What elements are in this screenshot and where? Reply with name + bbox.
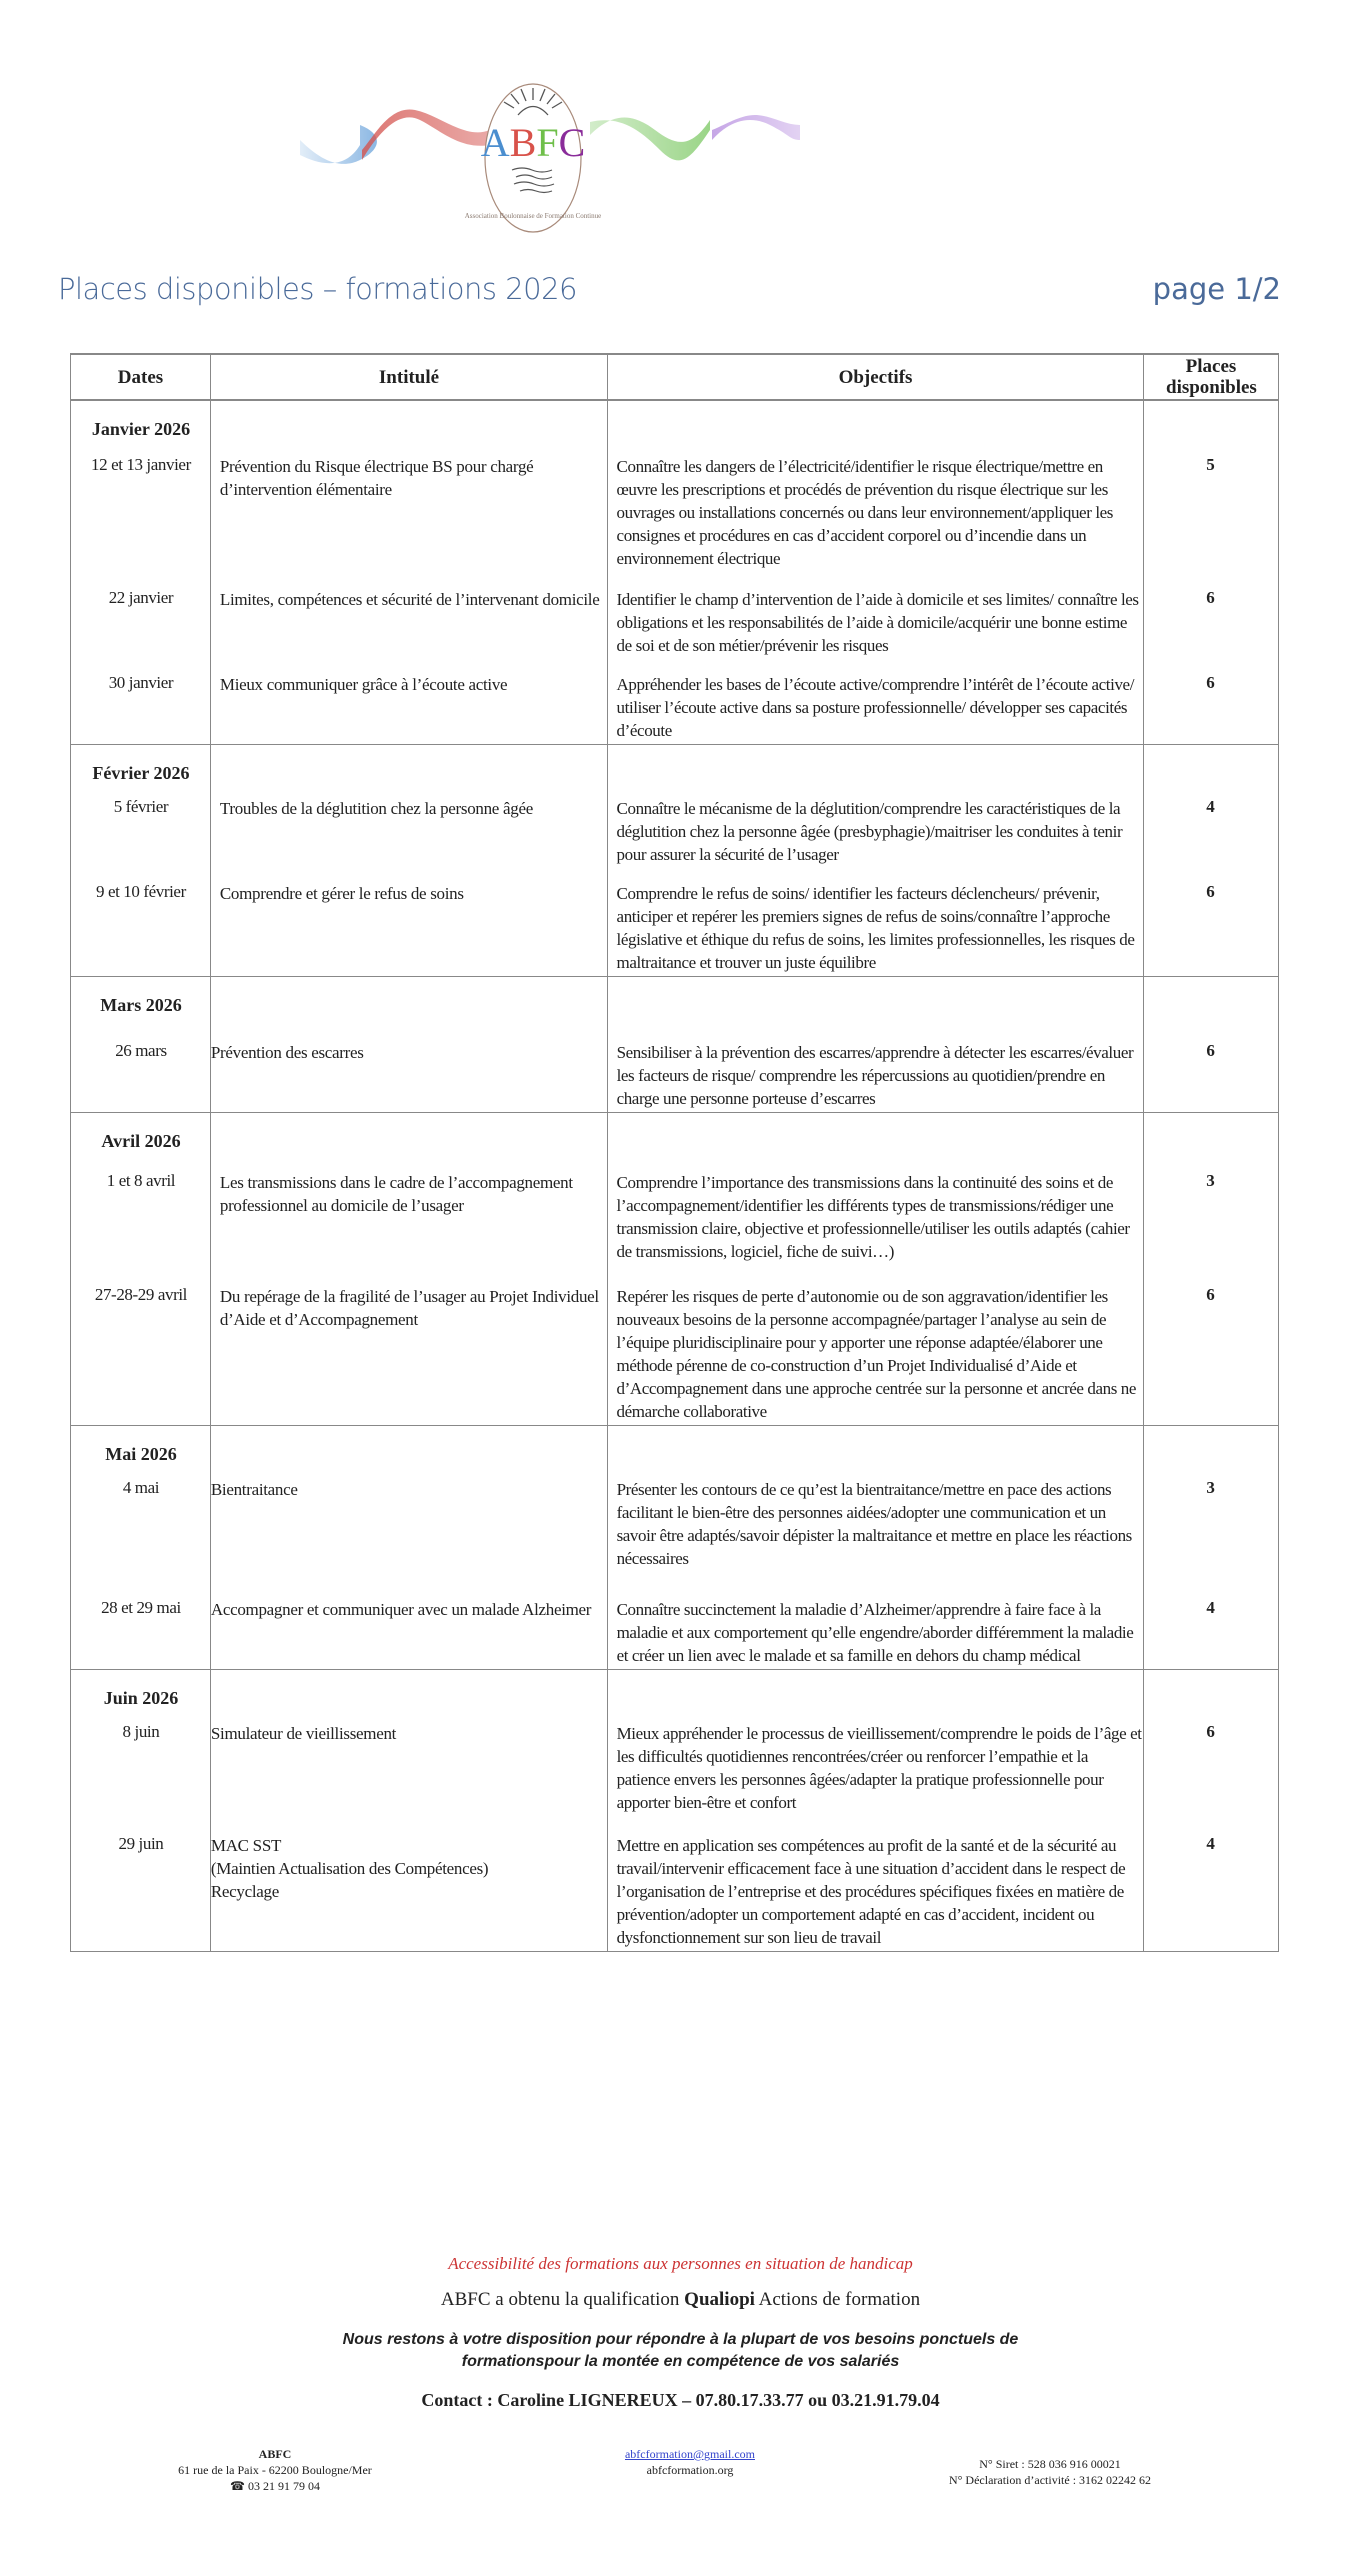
date-cell: 28 et 29 mai bbox=[101, 1598, 181, 1617]
header-banner bbox=[290, 60, 1080, 260]
column-divider bbox=[607, 977, 608, 1112]
title-cell: Les transmissions dans le cadre de l’accompagnement professionnel au domicile de l’usager bbox=[219, 1173, 573, 1215]
column-divider bbox=[1143, 745, 1144, 976]
footer-address bbox=[140, 2446, 410, 2494]
table-row bbox=[71, 673, 1278, 742]
month-group bbox=[71, 1113, 1279, 1426]
table-row bbox=[71, 882, 1278, 974]
column-divider bbox=[210, 1426, 211, 1669]
column-divider bbox=[210, 1670, 211, 1951]
objectives-cell: Appréhender les bases de l’écoute active/comprendre l’intérêt de l’écoute active/ utiliser l’écoute active dans sa posture professionnelle/ développer ses capacités d’écoute bbox=[616, 675, 1135, 740]
col-header-title: Intitulé bbox=[211, 354, 608, 400]
column-divider bbox=[1143, 977, 1144, 1112]
footer-phone: 03 21 91 79 04 bbox=[247, 2479, 320, 2493]
table-row bbox=[71, 1598, 1278, 1667]
table-header-row bbox=[71, 354, 1279, 400]
places-cell: 5 bbox=[1206, 455, 1215, 474]
table-row bbox=[71, 1722, 1278, 1814]
month-group bbox=[71, 1670, 1279, 1952]
title-cell: Prévention du Risque électrique BS pour chargé d’intervention élémentaire bbox=[219, 457, 534, 499]
footer-website: abfcformation.org bbox=[646, 2463, 734, 2477]
column-divider bbox=[210, 1113, 211, 1425]
objectives-cell: Connaître succinctement la maladie d’Alzheimer/apprendre à faire face à la maladie et aux comportement qu’elle engendre/aborder différemment la maladie et créer un lien avec le malade et sa famille en dehors du champ médical bbox=[616, 1600, 1134, 1665]
month-group bbox=[71, 745, 1279, 977]
title-cell: Troubles de la déglutition chez la personne âgée bbox=[219, 799, 533, 818]
title-cell: MAC SST (Maintien Actualisation des Compétences) Recyclage bbox=[210, 1836, 489, 1901]
places-cell: 6 bbox=[1206, 1285, 1215, 1304]
month-heading: Mars 2026 bbox=[100, 995, 182, 1015]
title-cell: Simulateur de vieillissement bbox=[210, 1724, 397, 1743]
date-cell: 29 juin bbox=[118, 1834, 164, 1853]
objectives-cell: Mieux appréhender le processus de vieillissement/comprendre le poids de l’âge et les difficultés quotidiennes rencontrées/créer ou renforcer l’empathie et la patience envers les personnes âgées/adapter la pratique professionnelle pour apporter bien-être et confort bbox=[616, 1724, 1142, 1812]
column-divider bbox=[1143, 1670, 1144, 1951]
month-heading: Février 2026 bbox=[92, 763, 190, 783]
footer-org: ABFC bbox=[258, 2447, 292, 2461]
logo-letter-f: F bbox=[536, 120, 559, 165]
date-cell: 26 mars bbox=[115, 1041, 167, 1060]
title-cell: Mieux communiquer grâce à l’écoute active bbox=[219, 675, 508, 694]
column-divider bbox=[607, 401, 608, 744]
logo-letter-c: C bbox=[558, 120, 586, 165]
column-divider bbox=[1143, 1113, 1144, 1425]
places-cell: 4 bbox=[1206, 1834, 1215, 1853]
column-divider bbox=[607, 1113, 608, 1425]
contact-line: Contact : Caroline LIGNEREUX – 07.80.17.33.77 ou 03.21.91.79.04 bbox=[421, 2390, 940, 2410]
formations-table bbox=[70, 353, 1279, 1952]
date-cell: 27-28-29 avril bbox=[94, 1285, 187, 1304]
objectives-cell: Mettre en application ses compétences au profit de la santé et de la sécurité au travail/intervenir efficacement face à une situation d’accident dans le respect de l’organisation de l’entreprise et des procédures spécifiques fixées en matière de prévention/adopter un comportement adapté en cas d’accident, incident ou dysfonctionnement sur son lieu de travail bbox=[616, 1836, 1126, 1947]
month-heading: Avril 2026 bbox=[101, 1131, 181, 1151]
date-cell: 4 mai bbox=[122, 1478, 160, 1497]
page-title: Places disponibles – formations 2026 bbox=[58, 272, 578, 306]
accessibility-note: Accessibilité des formations aux personnes en situation de handicap bbox=[448, 2254, 913, 2273]
page-number: page 1/2 bbox=[1152, 272, 1281, 306]
column-divider bbox=[607, 1670, 608, 1951]
table-row bbox=[71, 588, 1278, 657]
month-heading: Janvier 2026 bbox=[91, 419, 191, 439]
objectives-cell: Repérer les risques de perte d’autonomie ou de son aggravation/identifier les nouveaux besoins de la personne accompagnée/partager l’analyse au sein de l’équipe pluridisciplinaire pour y apporter une réponse adaptée/élaborer une méthode pérenne de co-construction d’un Projet Individualisé d’Aide et d’Accompagnement dans une approche centrée sur la personne et ancrée dans ne démarche collaborative bbox=[616, 1287, 1137, 1421]
title-cell: Comprendre et gérer le refus de soins bbox=[219, 884, 464, 903]
title-cell: Prévention des escarres bbox=[210, 1043, 364, 1062]
footer-street: 61 rue de la Paix - 62200 Boulogne/Mer bbox=[178, 2463, 372, 2477]
objectives-cell: Connaître le mécanisme de la déglutition/comprendre les caractéristiques de la déglutition chez la personne âgée (presbyphagie)/maitriser les conduites à tenir pour assurer la sécurité de l’usager bbox=[616, 799, 1123, 864]
ribbon-red bbox=[362, 109, 490, 160]
table-row bbox=[71, 455, 1278, 570]
places-cell: 6 bbox=[1206, 1041, 1215, 1060]
objectives-cell: Comprendre le refus de soins/ identifier les facteurs déclencheurs/ prévenir, anticiper et repérer les premiers signes de refus de soins/connaître l’approche législative et éthique du refus de soins, les limites professionnelles, les risques de maltraitance et trouver un juste équilibre bbox=[616, 884, 1135, 972]
places-cell: 3 bbox=[1206, 1171, 1215, 1190]
month-group bbox=[71, 1426, 1279, 1670]
places-cell: 6 bbox=[1206, 588, 1215, 607]
table-row bbox=[71, 1171, 1278, 1263]
column-divider bbox=[210, 977, 211, 1112]
column-divider bbox=[1143, 401, 1144, 744]
column-divider bbox=[1143, 1426, 1144, 1669]
column-divider bbox=[210, 745, 211, 976]
column-divider bbox=[607, 745, 608, 976]
ribbon-green bbox=[590, 118, 710, 161]
title-cell: Du repérage de la fragilité de l’usager au Projet Individuel d’Aide et d’Accompagnement bbox=[219, 1287, 599, 1329]
column-divider bbox=[607, 1426, 608, 1669]
date-cell: 9 et 10 février bbox=[96, 882, 186, 901]
title-cell: Bientraitance bbox=[210, 1480, 298, 1499]
col-header-dates: Dates bbox=[71, 354, 211, 400]
month-heading: Juin 2026 bbox=[103, 1688, 179, 1708]
footer-web bbox=[560, 2446, 820, 2478]
ribbon-purple bbox=[712, 115, 800, 140]
footer-legal bbox=[880, 2456, 1220, 2488]
table-row bbox=[71, 1285, 1278, 1423]
footer-declaration: N° Déclaration d’activité : 3162 02242 62 bbox=[948, 2473, 1152, 2487]
footer-email-link[interactable]: abfcformation@gmail.com bbox=[624, 2447, 755, 2461]
places-cell: 6 bbox=[1206, 673, 1215, 692]
places-cell: 6 bbox=[1206, 1722, 1215, 1741]
table-row bbox=[71, 797, 1278, 866]
date-cell: 8 juin bbox=[122, 1722, 160, 1741]
month-group bbox=[71, 400, 1279, 745]
ribbon-blue bbox=[300, 125, 377, 164]
date-cell: 22 janvier bbox=[108, 588, 174, 607]
month-group bbox=[71, 977, 1279, 1113]
month-heading: Mai 2026 bbox=[105, 1444, 177, 1464]
places-cell: 6 bbox=[1206, 882, 1215, 901]
qualiopi-label: Qualiopi bbox=[684, 2289, 755, 2310]
objectives-cell: Comprendre l’importance des transmissions dans la continuité des soins et de l’accompagnement/identifier les différents types de transmissions/rédiger une transmission claire, objective et professionnelle/utiliser les outils adaptés (cahier de transmissions, logiciel, fiche de suivi…) bbox=[616, 1173, 1130, 1261]
col-header-places: Places disponibles bbox=[1144, 354, 1279, 400]
places-cell: 3 bbox=[1206, 1478, 1215, 1497]
disposition-note: Nous restons à votre disposition pour répondre à la plupart de vos besoins ponctuels de formationspour la montée en compétence de vos salariés bbox=[342, 2331, 1019, 2370]
logo-tagline: Association Boulonnaise de Formation Continue bbox=[464, 212, 602, 220]
qualiopi-note: ABFC a obtenu la qualification Qualiopi Actions de formation bbox=[440, 2289, 921, 2310]
table-row bbox=[71, 1834, 1278, 1949]
places-cell: 4 bbox=[1206, 797, 1215, 816]
table-row bbox=[71, 1478, 1278, 1570]
column-divider bbox=[210, 401, 211, 744]
date-cell: 30 janvier bbox=[108, 673, 174, 692]
date-cell: 5 février bbox=[113, 797, 169, 816]
footer-siret: N° Siret : 528 036 916 00021 bbox=[979, 2457, 1121, 2471]
logo-letter-a: A bbox=[480, 120, 510, 165]
telephone-icon: ☎ bbox=[230, 2479, 245, 2493]
svg-text:ABFC bbox=[481, 120, 586, 165]
date-cell: 1 et 8 avril bbox=[106, 1171, 176, 1190]
title-cell: Accompagner et communiquer avec un malade Alzheimer bbox=[210, 1600, 592, 1619]
logo-letter-b: B bbox=[509, 120, 537, 165]
places-cell: 4 bbox=[1206, 1598, 1215, 1617]
objectives-cell: Identifier le champ d’intervention de l’aide à domicile et ses limites/ connaître les obligations et les responsabilités de l’aide à domicile/acquérir une bonne estime de soi et de son métier/prévenir les risques bbox=[616, 590, 1139, 655]
title-cell: Limites, compétences et sécurité de l’intervenant domicile bbox=[219, 590, 600, 609]
table-row bbox=[71, 1041, 1278, 1110]
abfc-logo bbox=[465, 84, 602, 232]
date-cell: 12 et 13 janvier bbox=[91, 455, 191, 474]
objectives-cell: Présenter les contours de ce qu’est la bientraitance/mettre en pace des actions facilitant le bien-être des personnes aidées/adopter une communication et un savoir être adaptés/savoir dépister la maltraitance et mettre en place les réactions nécessaires bbox=[616, 1480, 1132, 1568]
col-header-objectives: Objectifs bbox=[608, 354, 1144, 400]
objectives-cell: Sensibiliser à la prévention des escarres/apprendre à détecter les escarres/évaluer les facteurs de risque/ comprendre les répercussions au quotidien/prendre en charge une personne porteuse d’escarres bbox=[616, 1043, 1134, 1108]
objectives-cell: Connaître les dangers de l’électricité/identifier le risque électrique/mettre en œuvre les prescriptions et procédés de prévention du risque électrique sur les ouvrages ou installations concernés ou dans leur environnement/appliquer les consignes et procédures en cas d’accident corporel ou d’incendie dans un environnement électrique bbox=[616, 457, 1113, 568]
